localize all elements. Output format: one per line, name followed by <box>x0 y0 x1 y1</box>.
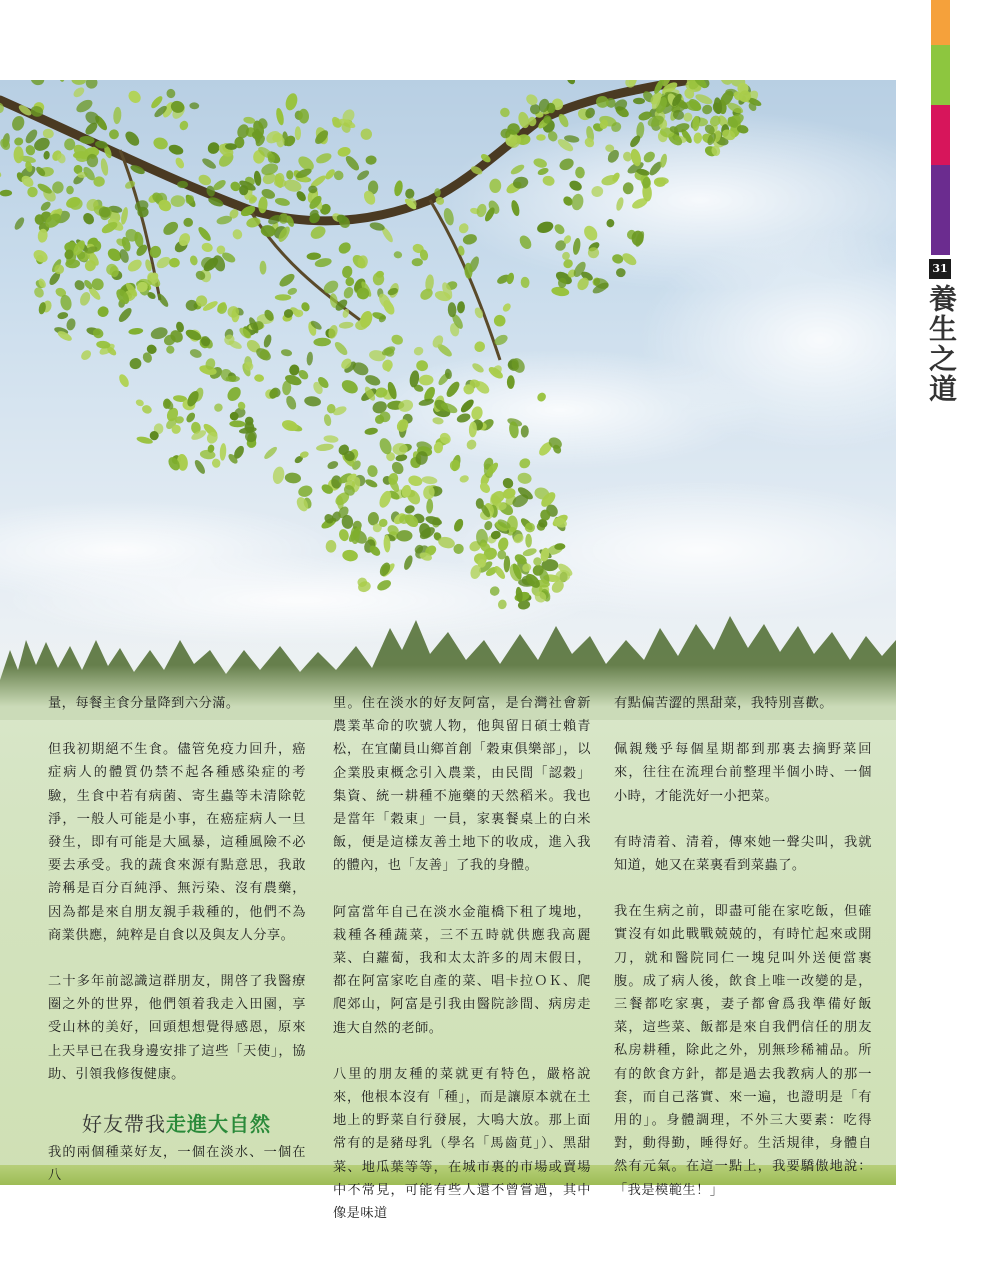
leaf <box>501 476 516 491</box>
leaf <box>366 464 378 478</box>
leaf <box>472 339 487 354</box>
leaf <box>404 504 416 515</box>
leaf <box>73 278 87 292</box>
leaf <box>79 348 93 362</box>
leaf <box>259 261 266 275</box>
paragraph: 八里的朋友種的菜就更有特色，嚴格說來，他根本沒有「種」，而是讓原本就在土地上的野菜自行發展，大鳴大放。那上面常有的是豬母乳（學名「馬齒莧」）、黑甜菜、地瓜葉等等，在城市裏的市場或賣場中不常見，可能有些人還不曾嘗過，其中像是味道 <box>333 1066 591 1222</box>
section-title: 養生之道 <box>925 284 958 404</box>
leaf <box>213 402 224 413</box>
leaf <box>286 170 294 180</box>
page-number: 31 <box>929 259 951 279</box>
leaf <box>633 98 645 105</box>
leaf <box>343 154 361 173</box>
leaf <box>83 80 99 91</box>
color-tab-red <box>931 105 950 165</box>
paragraph: 我的兩個種菜好友，一個在淡水、一個在八 <box>48 1145 306 1184</box>
leaf <box>262 334 272 349</box>
leaf <box>434 188 440 197</box>
leaf <box>219 443 227 461</box>
leaf <box>0 190 12 197</box>
leaf <box>189 255 199 267</box>
leaf <box>13 216 26 231</box>
leaf <box>339 321 354 329</box>
leaf <box>338 528 351 542</box>
paragraph: 有時清着、清着，傳來她一聲尖叫，我就知道，她又在菜裏看到菜蟲了。 <box>614 834 872 874</box>
leaf <box>287 287 298 296</box>
leaf <box>245 216 261 229</box>
leaf <box>126 88 143 105</box>
leaf <box>313 337 331 346</box>
article-column-2 <box>333 692 591 1248</box>
leaf <box>493 314 506 327</box>
leaf <box>520 276 530 288</box>
leaf <box>108 129 119 140</box>
leaf <box>284 394 298 411</box>
leaf <box>156 292 170 308</box>
leaf <box>275 294 291 300</box>
leaf <box>355 168 370 182</box>
leaf <box>128 357 142 371</box>
leaf <box>308 224 327 242</box>
leaf <box>201 156 218 170</box>
leaf <box>277 271 296 289</box>
leaf <box>421 475 438 484</box>
leaf <box>189 102 199 109</box>
leaf <box>169 258 180 268</box>
leaf <box>393 180 404 197</box>
leaf <box>342 285 355 299</box>
paragraph: 但我初期絕不生食。儘管免疫力回升，癌症病人的體質仍禁不起各種感染症的考驗，生食中若有病菌、寄生蟲等未清除乾淨，一般人可能是小事，在癌症病人一旦發生，即有可能是大風暴，這種風險不必要去承受。我的蔬食來源有點意思，我敢誇稱是百分百純淨、無污染、沒有農藥，因為都是來自朋友親手栽種的，他們不為商業供應，純粹是自食以及與友人分享。 <box>48 742 306 943</box>
leaf <box>174 156 186 170</box>
leaf <box>165 345 175 355</box>
leaf <box>358 126 374 142</box>
leaf <box>498 106 511 119</box>
color-tab-purple <box>931 165 950 255</box>
leaf <box>306 252 321 260</box>
leaf <box>81 211 96 227</box>
subheading-plain: 好友帶我 <box>82 1112 166 1137</box>
leaf <box>337 146 352 158</box>
leaf <box>135 398 145 407</box>
leaf <box>100 158 110 177</box>
leaf <box>517 472 533 485</box>
leaf <box>71 80 86 85</box>
leaf <box>390 333 404 346</box>
leaf <box>167 143 184 156</box>
leaf <box>170 195 185 208</box>
leaf <box>295 126 301 140</box>
leaf <box>183 218 193 227</box>
leaf <box>42 128 55 140</box>
leaf <box>262 445 278 461</box>
color-tab-orange <box>931 0 950 45</box>
leaf <box>78 290 92 307</box>
leaf <box>274 197 290 207</box>
leaf <box>315 151 333 165</box>
subheading-emphasis: 走進大自然 <box>166 1112 271 1137</box>
leaf <box>231 228 244 241</box>
leaf <box>323 435 339 444</box>
leaf <box>710 80 722 82</box>
leaf <box>280 348 292 357</box>
leaf <box>323 414 332 427</box>
leaf <box>96 305 110 319</box>
leaf <box>113 107 122 125</box>
leaf <box>407 474 423 487</box>
leaf <box>566 80 577 86</box>
leaf <box>393 251 402 259</box>
leaf <box>341 265 354 279</box>
leaf <box>64 138 76 151</box>
paragraph: 量，每餐主食分量降到六分滿。 <box>48 696 240 711</box>
leaf <box>117 373 131 389</box>
leaf <box>413 346 425 357</box>
leaf <box>316 443 335 452</box>
leaf <box>226 376 240 382</box>
leaf <box>551 286 570 297</box>
leaf <box>339 377 360 396</box>
leaf <box>304 395 322 407</box>
leaf <box>284 472 301 484</box>
leaf <box>14 146 24 163</box>
leaf <box>459 474 470 484</box>
leaf <box>229 420 245 427</box>
leaf <box>333 340 350 357</box>
leaf <box>501 302 512 313</box>
leaf <box>297 484 314 499</box>
leaf <box>253 170 262 186</box>
leaf <box>306 351 313 365</box>
leaf <box>457 301 466 314</box>
leaf <box>72 85 86 99</box>
leaf <box>65 317 77 331</box>
leaf <box>117 306 134 324</box>
leaf <box>10 114 26 132</box>
leaf <box>57 311 69 320</box>
leaf <box>29 80 46 87</box>
leaf <box>412 258 423 266</box>
leaf <box>254 374 265 383</box>
leaf <box>405 189 414 199</box>
leaf <box>189 348 203 360</box>
leaf <box>0 165 3 179</box>
leaf <box>201 242 214 253</box>
color-tab-green <box>931 45 950 105</box>
leaf <box>27 187 38 198</box>
article-column-3 <box>614 692 872 1225</box>
leaf <box>211 458 221 469</box>
leaf <box>365 155 376 165</box>
leaf <box>225 384 244 403</box>
leaf <box>271 466 285 485</box>
leaf <box>275 107 285 126</box>
leaf <box>58 80 66 82</box>
leaf <box>506 272 515 285</box>
leaf <box>193 458 207 475</box>
leaf <box>341 308 350 319</box>
leaf <box>39 200 52 213</box>
leaf <box>284 92 300 112</box>
paragraph: 我在生病之前，即盡可能在家吃飯，但確實沒有如此戰戰兢兢的，有時忙起來或開刀，就和醫院同仁一塊兒叫外送便當裹腹。成了病人後，飲食上唯一改變的是，三餐都吃家裏，妻子都會爲我準備好飯菜，這些菜、飯都是來自我們信任的朋友私房耕種，除此之外，別無珍稀補品。所有的飲食方針，都是過去我教病人的那一套，而自己落實、來一遍，也證明是「有用的」。身體調理，不外三大要素：吃得對，動得勤，睡得好。生活規律，身體自然有元氣。在這一點上，我要驕傲地說：「我是模範生！」 <box>614 904 872 1198</box>
leaf <box>555 80 567 81</box>
leaf <box>166 88 176 99</box>
leaf <box>196 225 213 243</box>
leaf <box>128 327 143 335</box>
leaf <box>152 136 169 151</box>
leaf <box>178 119 189 131</box>
leaf <box>66 186 74 195</box>
leaf <box>43 150 50 159</box>
leaf <box>336 240 352 256</box>
paragraph: 阿富當年自己在淡水金龍橋下租了塊地，栽種各種蔬菜，三不五時就供應我高麗菜、白蘿蔔，我和太太許多的周末假日，都在阿富家吃自產的菜、唱卡拉ＯＫ、爬爬郊山，阿富是引我由醫院診間、病房走進大自然的老師。 <box>333 904 591 1036</box>
paragraph: 里。住在淡水的好友阿富，是台灣社會新農業革命的吹號人物，他與留日碩士賴青松，在宜蘭員山鄉首創「穀東俱樂部」，以企業股東概念引入農業，由民間「認穀」集資、統一耕種不施藥的天然稻米。我也是當年「穀東」一員，家裏餐桌上的白米飯，便是這樣友善土地下的收成，進入我的體內，也「友善」了我的身體。 <box>333 696 591 874</box>
leaf <box>216 301 229 315</box>
leaf <box>326 460 339 471</box>
subheading <box>48 1109 306 1139</box>
paragraph: 佩親幾乎每個星期都到那裏去摘野菜回來，往往在流理台前整理半個小時、一個小時，才能洗好一小把菜。 <box>614 742 872 804</box>
paragraph: 有點偏苦澀的黑甜菜，我特別喜歡。 <box>614 696 833 711</box>
leaf <box>14 137 24 146</box>
leaf <box>161 219 181 237</box>
leaf <box>123 129 142 148</box>
leaf <box>426 499 433 514</box>
leaf <box>288 364 300 376</box>
article-column-1 <box>48 692 306 1210</box>
leaf <box>364 478 378 489</box>
paragraph: 二十多年前認識這群朋友，開啓了我醫療圈之外的世界，他們領着我走入田園，享受山林的美好，回頭想想覺得感恩，原來上天早已在我身邊安排了這些「天使」，協助、引領我修復健康。 <box>48 974 306 1082</box>
